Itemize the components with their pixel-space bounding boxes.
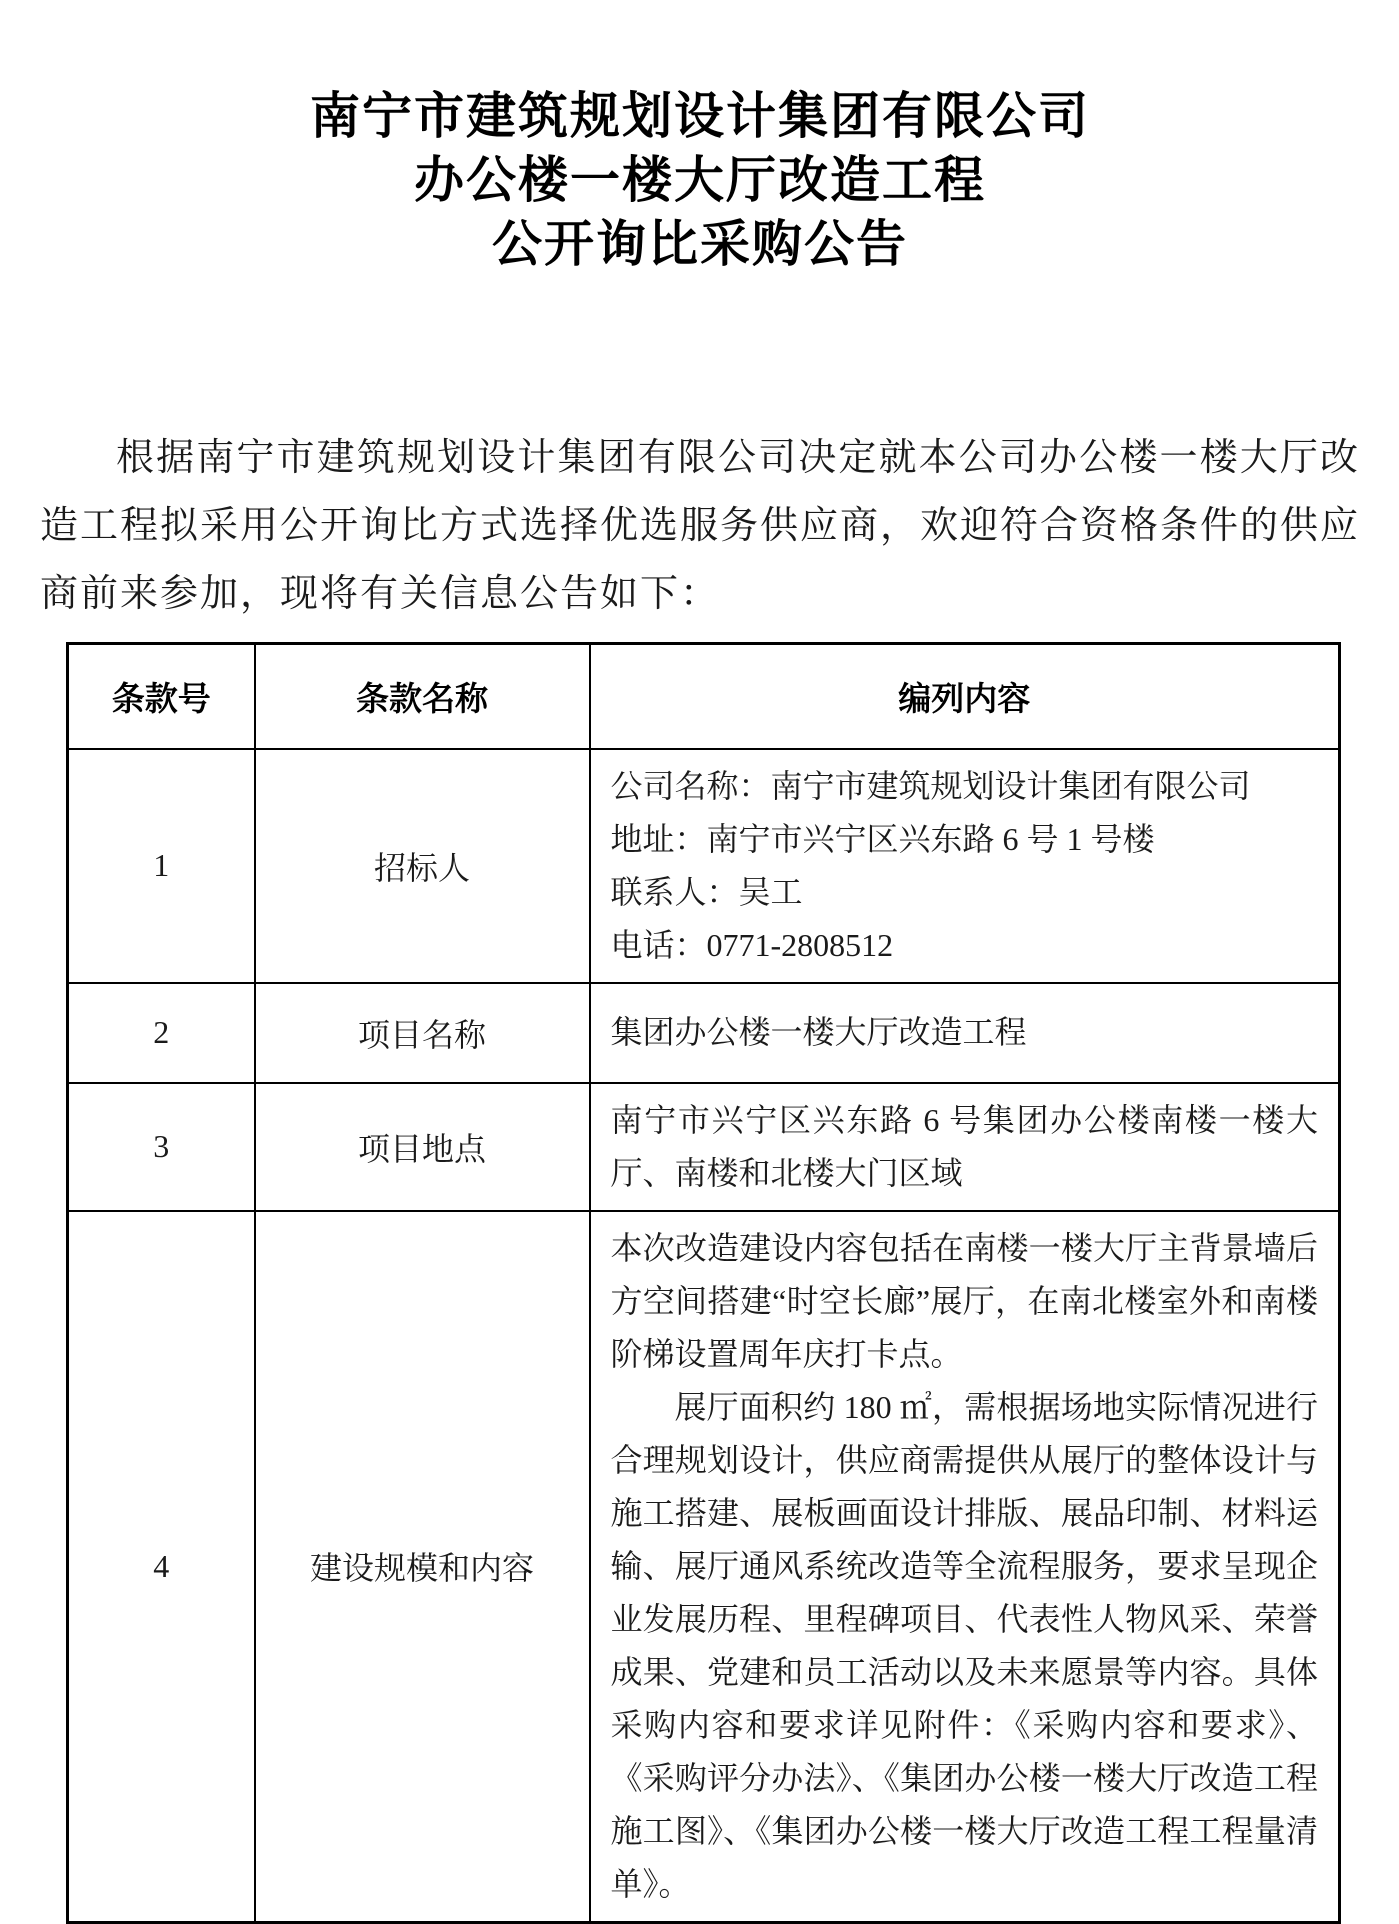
row4-name: 建设规模和内容 [255,1211,590,1923]
row2-content: 集团办公楼一楼大厅改造工程 [590,983,1340,1083]
document-title [40,84,1360,276]
terms-table-body [68,749,1340,1923]
row1-content [590,749,1340,983]
title-line-2: 办公楼一楼大厅改造工程 [414,152,986,208]
row2-number: 2 [68,983,255,1083]
terms-table [66,642,1341,1924]
row3-content: 南宁市兴宁区兴东路 6 号集团办公楼南楼一楼大厅、南楼和北楼大门区域 [590,1083,1340,1211]
table-row-project-name [68,983,1340,1083]
scale-paragraph-1: 本次改造建设内容包括在南楼一楼大厅主背景墙后方空间搭建“时空长廊”展厅，在南北楼室外和南楼阶梯设置周年庆打卡点。 [610,1229,1318,1372]
row4-number: 4 [68,1211,255,1923]
row1-name: 招标人 [255,749,590,983]
scale-paragraph-2: 展厅面积约 180 ㎡，需根据场地实际情况进行合理规划设计，供应商需提供从展厅的整体设计与施工搭建、展板画面设计排版、展品印制、材料运输、展厅通风系统改造等全流程服务，要求呈现企业发展历程、里程碑项目、代表性人物风采、荣誉成果、党建和员工活动以及未来愿景等内容。具体采购内容和要求详见附件：《采购内容和要求》、《采购评分办法》、《集团办公楼一楼大厅改造工程施工图》、《集团办公楼一楼大厅改造工程工程量清单》。 [610,1388,1318,1902]
row2-name: 项目名称 [255,983,590,1083]
row3-number: 3 [68,1083,255,1211]
title-line-3: 公开询比采购公告 [492,216,908,272]
intro-paragraph: 根据南宁市建筑规划设计集团有限公司决定就本公司办公楼一楼大厅改造工程拟采用公开询比方式选择优选服务供应商，欢迎符合资格条件的供应商前来参加，现将有关信息公告如下： [40,437,1361,615]
bidder-contact-person: 联系人：吴工 [610,873,803,910]
header-clause-content: 编列内容 [590,644,1340,749]
table-row-bidder [68,749,1340,983]
header-clause-name: 条款名称 [255,644,590,749]
bidder-phone: 电话：0771-2808512 [610,926,894,963]
row3-name: 项目地点 [255,1083,590,1211]
terms-table-header [68,644,1340,749]
header-row [68,644,1340,749]
bidder-address: 地址：南宁市兴宁区兴东路 6 号 1 号楼 [610,820,1155,857]
table-row-project-location [68,1083,1340,1211]
bidder-company-name: 公司名称：南宁市建筑规划设计集团有限公司 [610,767,1251,804]
row4-content [590,1211,1340,1923]
table-row-scale-and-content [68,1211,1340,1923]
title-line-1: 南宁市建筑规划设计集团有限公司 [310,88,1090,144]
header-clause-number: 条款号 [68,644,255,749]
row1-number: 1 [68,749,255,983]
